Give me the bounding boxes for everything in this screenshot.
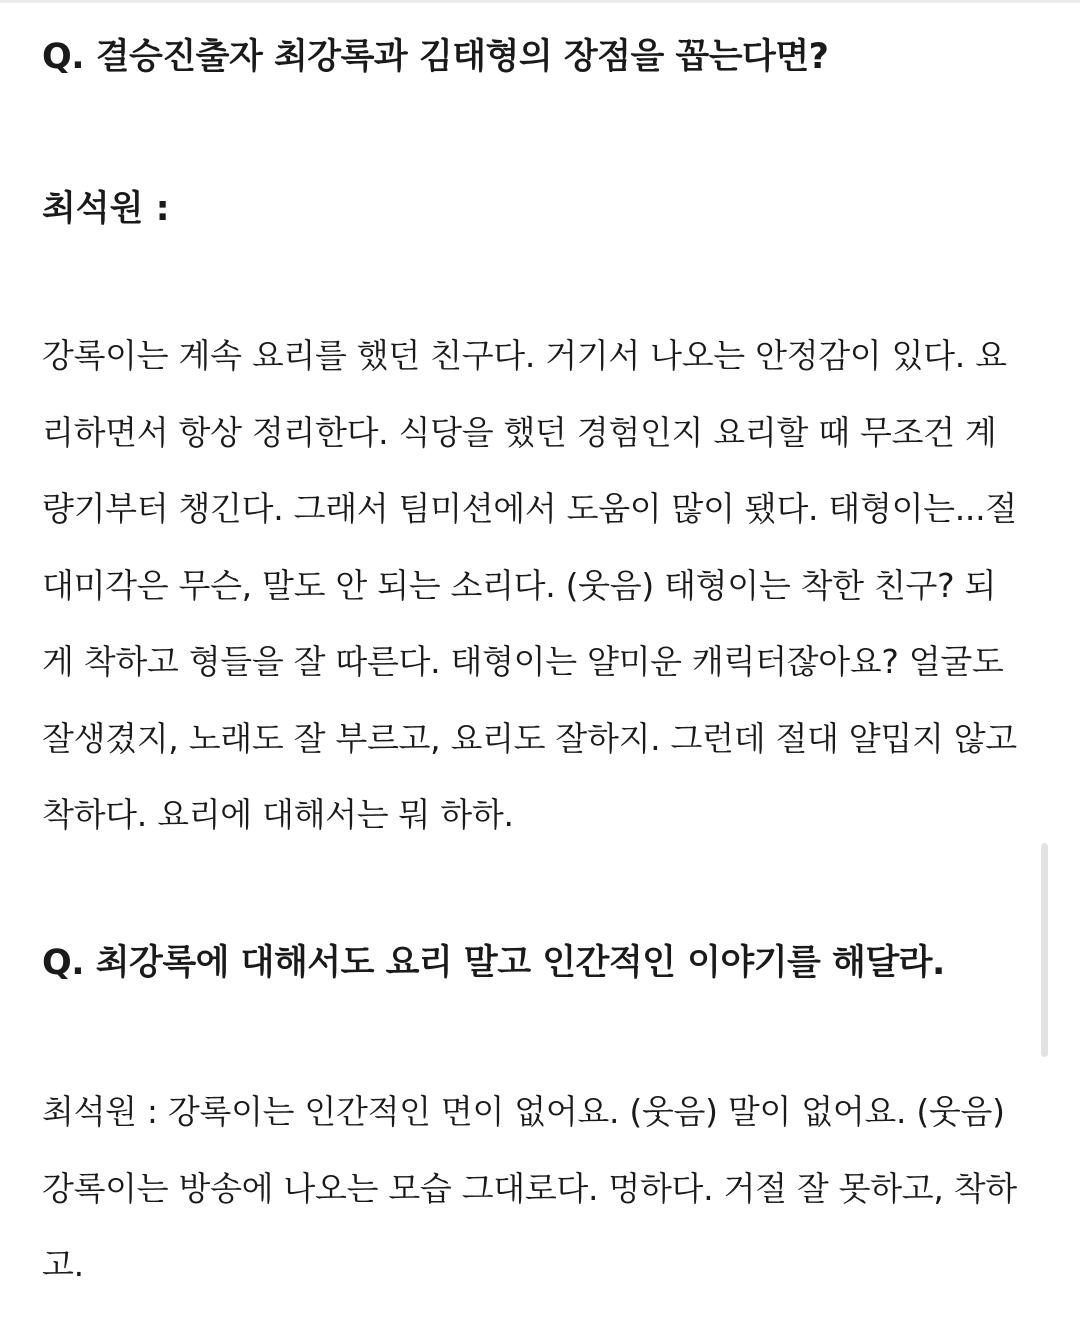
question-heading-1: Q. 결승진출자 최강록과 김태형의 장점을 꼽는다면? [42,37,829,77]
answer-paragraph-1 [42,318,1042,854]
answer-line: 리하면서 항상 정리한다. 식당을 했던 경험인지 요리할 때 무조건 계 [42,412,997,452]
answer-line: 강록이는 계속 요리를 했던 친구다. 거기서 나오는 안정감이 있다. 요 [42,336,1007,375]
answer-line: 게 착하고 형들을 잘 따른다. 태형이는 얄미운 캐릭터잖아요? 얼굴도 [42,642,1004,681]
answer-line: 착하다. 요리에 대해서는 뭐 하하. [42,795,514,834]
answer-line: 대미각은 무슨, 말도 안 되는 소리다. (웃음) 태형이는 착한 친구? 되 [42,565,997,605]
scrollbar-thumb[interactable] [1041,843,1048,1057]
question-heading-2: Q. 최강록에 대해서도 요리 말고 인간적인 이야기를 해달라. [42,943,945,983]
answer-line: 강록이는 방송에 나오는 모습 그대로다. 멍하다. 거절 잘 못하고, 착하 [42,1168,1017,1208]
answer-line: 량기부터 챙긴다. 그래서 팀미션에서 도움이 많이 됐다. 태형이는...절 [42,489,1017,528]
answer-line: 잘생겼지, 노래도 잘 부르고, 요리도 잘하지. 그런데 절대 얄밉지 않고 [42,718,1017,758]
answer-line: 최석원 : 강록이는 인간적인 면이 없어요. (웃음) 말이 없어요. (웃음) [42,1092,1005,1131]
answer-paragraph-2 [42,1074,1042,1304]
speaker-label: 최석원 : [42,189,170,229]
answer-line: 고. [42,1245,84,1284]
top-divider [0,0,1080,3]
